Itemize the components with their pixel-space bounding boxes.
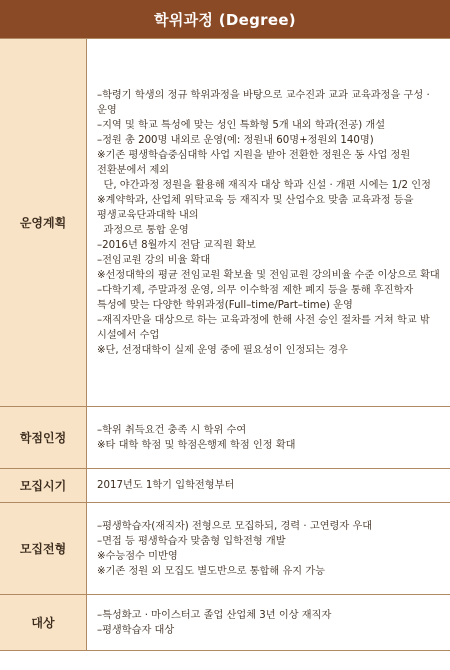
row-label: 학점인정 (0, 407, 87, 469)
row-content (87, 595, 450, 651)
content-line: 2017년도 1학기 입학전형부터 (97, 480, 235, 491)
content-line: 과정으로 통합 운영 (97, 224, 189, 236)
content-line: –2016년 8월까지 전담 교직원 확보 (97, 239, 256, 251)
content-line: ※타 대학 학점 및 학점은행제 학점 인정 확대 (97, 439, 296, 451)
content-line: –전임교원 강의 비율 확대 (97, 254, 211, 266)
content-line: –학령기 학생의 정규 학위과정을 바탕으로 교수진과 교과 교육과정을 구성 · 운영 (97, 89, 433, 116)
row-content (87, 39, 450, 407)
table-row-credit-recognition (0, 407, 450, 469)
document-title: 학위과정 (Degree) (0, 0, 450, 38)
row-label: 대상 (0, 595, 87, 651)
content-line: ※선정대학의 평균 전임교원 확보율 및 전임교원 강의비율 수준 이상으로 확대 (97, 269, 440, 281)
table-row-operation-plan (0, 39, 450, 407)
content-line: –학위 취득요건 충족 시 학위 수여 (97, 424, 247, 436)
table-row-target (0, 595, 450, 651)
content-line: –정원 총 200명 내외로 운영(예: 정원내 60명+정원외 140명) (97, 134, 374, 146)
content-line: –특성화고 · 마이스터고 졸업 산업체 3년 이상 재직자 (97, 609, 332, 621)
row-content (87, 503, 450, 595)
degree-table (0, 38, 450, 651)
row-label: 모집시기 (0, 469, 87, 503)
row-label: 운영계획 (0, 39, 87, 407)
content-line: –재직자만을 대상으로 하는 교육과정에 한해 사전 승인 절차를 거쳐 학교 밖 시설에서 수업 (97, 314, 433, 341)
content-line: ※계약학과, 산업체 위탁교육 등 재직자 및 산업수요 맞춤 교육과정 등을 평생교육단과대학 내의 (97, 194, 417, 221)
content-line: ※단, 선정대학이 실제 운영 중에 필요성이 인정되는 경우 (97, 344, 348, 356)
table-row-recruit-screening (0, 503, 450, 595)
content-line: –평생학습자(재직자) 전형으로 모집하되, 경력 · 고연령자 우대 (97, 520, 373, 532)
content-line: ※기존 평생학습중심대학 사업 지원을 받아 전환한 정원은 동 사업 정원 전환분에서 제외 (97, 149, 414, 176)
row-content (87, 469, 450, 503)
content-line: –평생학습자 대상 (97, 624, 175, 636)
content-line: ※기존 정원 외 모집도 별도반으로 통합해 유지 가능 (97, 565, 326, 577)
content-line: –지역 및 학교 특성에 맞는 성인 특화형 5개 내외 학과(전공) 개설 (97, 119, 386, 131)
content-line: 단, 야간과정 정원을 활용해 재직자 대상 학과 신설 · 개편 시에는 1/2 인정 (97, 179, 431, 191)
row-content (87, 407, 450, 469)
content-line: ※수능점수 미반영 (97, 550, 178, 562)
table-row-recruit-period (0, 469, 450, 503)
content-line: –면접 등 평생학습자 맞춤형 입학전형 개발 (97, 535, 286, 547)
content-line: –다학기제, 주말과정 운영, 의무 이수학점 제한 폐지 등을 통해 후진학자 특성에 맞는 다양한 학위과정(Full–time/Part–time) 운영 (97, 284, 417, 311)
row-label: 모집전형 (0, 503, 87, 595)
